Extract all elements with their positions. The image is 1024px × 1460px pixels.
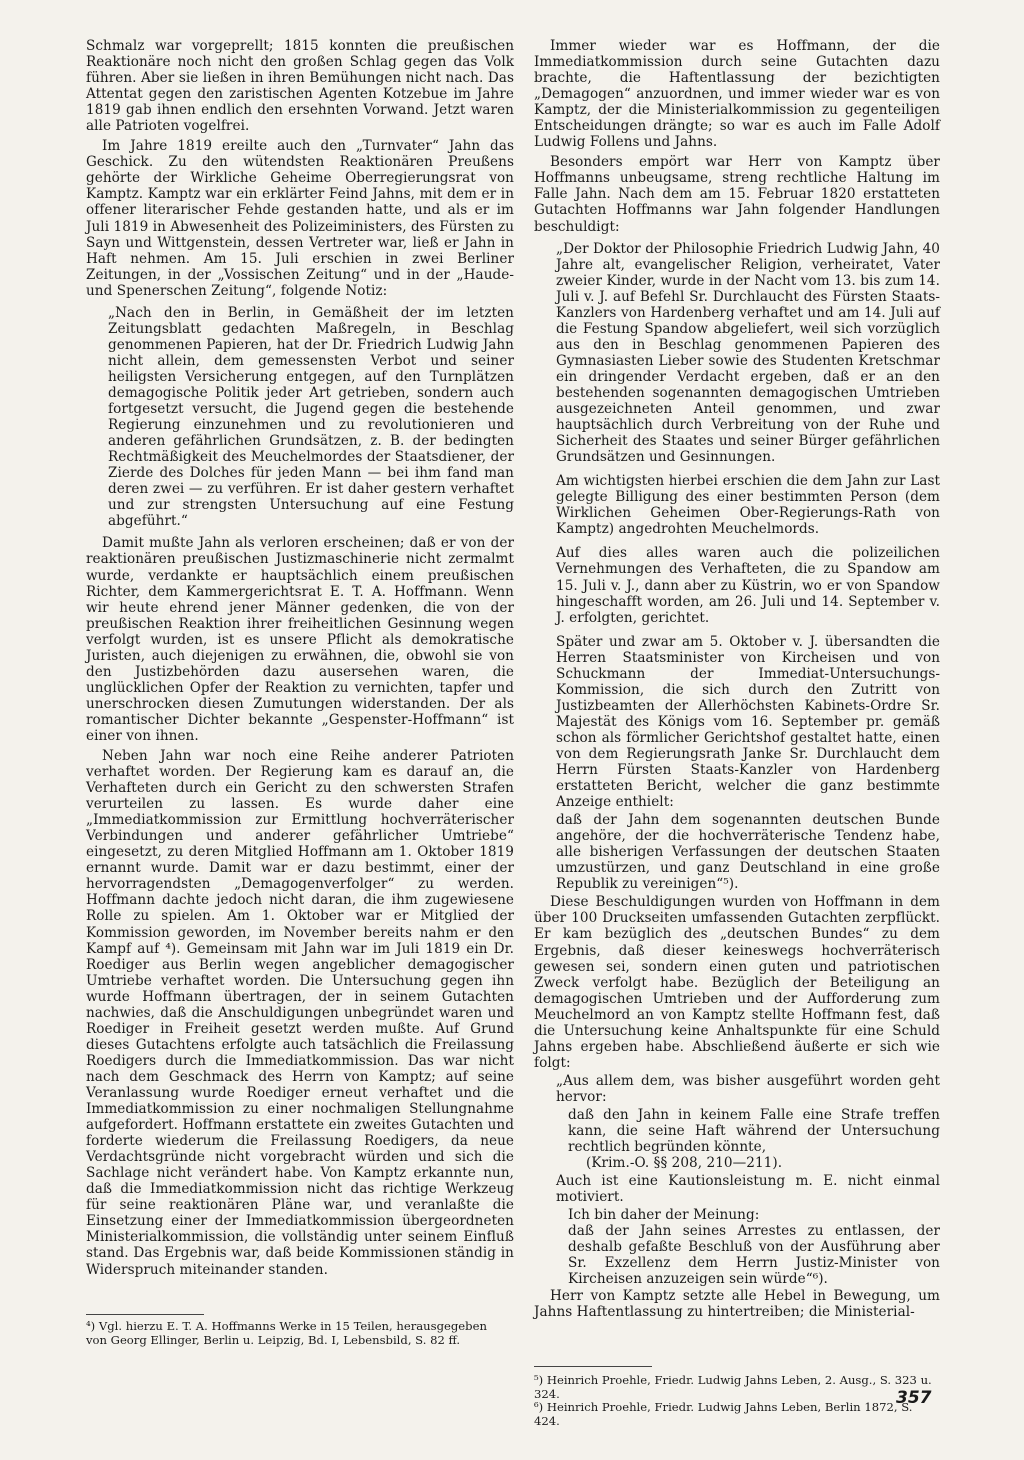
footnote-rule (534, 1366, 652, 1367)
block-quote: daß den Jahn in keinem Falle eine Strafe treffen kann, die seine Haft während der Untersuchung rechtlich begründen könnte, (568, 1107, 940, 1156)
paragraph: Damit mußte Jahn als verloren erscheinen; daß er von der reaktionären preußischen Justizmaschinerie nicht zermalmt wurde, verdankte er hauptsächlich einem preußischen Richter, dem Kammergerichtsrat E. T. A. Hoffmann. Wenn wir heute ehrend jener Männer gedenken, die von der preußischen Reaktion ihrer freiheitlichen Gesinnung wegen verfolgt wurden, ist es unsere Pflicht als demokratische Juristen, auch diejenigen zu erwähnen, die, obwohl sie von den Justizbehörden dazu ausersehen waren, die unglücklichen Opfer der Reaktion zu vernichten, tapfer und unerschrocken diesen Zumutungen widerstanden. Der als romantischer Dichter bekannte „Gespenster-Hoffmann“ ist einer von ihnen. (86, 535, 514, 744)
block-quote: „Der Doktor der Philosophie Friedrich Ludwig Jahn, 40 Jahre alt, evangelischer Religion, verheiratet, Vater zweier Kinder, wurde in der Nacht vom 13. bis zum 14. Juli v. J. auf Befehl Sr. Durchlaucht des Fürsten Staats-Kanzlers von Hardenberg verhaftet und am 14. Juli auf die Festung Spandow abgeliefert, weil sich vorzüglich aus den in Beschlag genommenen Papieren des Gymnasiasten Lieber sowie des Studenten Kretschmar ein dringender Verdacht ergeben, daß er an den bestehenden sogenannten demagogischen Umtrieben ausgezeichneten Anteil genommen, und zwar hauptsächlich durch Verbreitung von der Ruhe und Sicherheit des Staates und seiner Bürger gefährlichen Grundsätzen und Gesinnungen. (556, 240, 940, 466)
paragraph: Diese Beschuldigungen wurden von Hoffmann in dem über 100 Druckseiten umfassenden Gutachten zerpflückt. Er kam bezüglich des „deutschen Bundes“ zu dem Ergebnis, daß dieser keineswegs hochverräterisch gewesen sei, sondern einen guten und patriotischen Zweck verfolgt habe. Bezüglich der Beteiligung an demagogischen Umtrieben und der Aufforderung zum Meuchelmord an von Kamptz stellte Hoffmann fest, daß die Untersuchung keine Anhaltspunkte für eine Schuld Jahns ergeben habe. Abschließend äußerte er sich wie folgt: (534, 894, 940, 1071)
footnotes-right (534, 1374, 940, 1428)
footnote-4: ⁴) Vgl. hierzu E. T. A. Hoffmanns Werke in 15 Teilen, herausgegeben von Georg Ellinger, Berlin u. Leipzig, Bd. I, Lebensbild, S. 82 ff. (86, 1319, 487, 1347)
block-quote: „Nach den in Berlin, in Gemäßheit der im letzten Zeitungsblatt gedachten Maßregeln, in Beschlag genommenen Papieren, hat der Dr. Friedrich Ludwig Jahn nicht allein, dem gemessensten Verbot und seiner heiligsten Versicherung entgegen, auf den Turnplätzen demagogische Politik jeder Art getrieben, sondern auch fortgesetzt versucht, die Jugend gegen die bestehende Regierung einzunehmen und zu revolutionieren und anderen gefährlichen Grundsätzen, z. B. der bedingten Rechtmäßigkeit des Meuchelmordes der Staatsdiener, der Zierde des Dolches für jeden Mann — bei ihm fand man deren zwei — zu verführen. Er ist daher gestern verhaftet und zur strengsten Untersuchung auf eine Festung abgeführt.“ (108, 304, 514, 530)
left-column (86, 38, 514, 1278)
paragraph: Neben Jahn war noch eine Reihe anderer Patrioten verhaftet worden. Der Regierung kam es darauf an, die Verhafteten durch ein Gericht zu den schwersten Strafen verurteilen zu lassen. Es wurde daher eine „Immediatkommission zur Ermittlung hochverräterischer Verbindungen und anderer gefährlicher Umtriebe“ eingesetzt, zu deren Mitglied Hoffmann am 1. Oktober 1819 ernannt wurde. Damit war er dazu bestimmt, einer der hervorragendsten „Demagogenverfolger“ zu werden. Hoffmann dachte jedoch nicht daran, die ihm zugewiesene Rolle zu spielen. Am 1. Oktober war er Mitglied der Kommission geworden, im November bereits nahm er den Kampf auf ⁴). Gemeinsam mit Jahn war im Juli 1819 ein Dr. Roediger aus Berlin wegen angeblicher demagogischer Umtriebe verhaftet worden. Die Untersuchung gegen ihn wurde Hoffmann übertragen, der in seinem Gutachten nachwies, daß die Anschuldigungen unbegründet waren und Roediger in Freiheit gesetzt werden mußte. Auf Grund dieses Gutachtens erfolgte auch tatsächlich die Freilassung Roedigers durch die Immediatkommission. Das war nicht nach dem Geschmack des Herrn von Kamptz; auf seine Veranlassung wurde Roediger erneut verhaftet und die Immediatkommission zu einer nochmaligen Stellungnahme aufgefordert. Hoffmann erstattete ein zweites Gutachten und forderte wiederum die Freilassung Roedigers, da neue Verdachtsgründe nicht vorgebracht würden und sich die Sachlage nicht verändert habe. Von Kamptz erkannte nun, daß die Immediatkommission nicht das richtige Werkzeug für seine reaktionären Pläne war, und veranlaßte die Einsetzung einer der Immediatkommission übergeordneten Ministerialkommission, die vollständig unter seinem Einfluß stand. Das Ergebnis war, daß beide Kommissionen ständig in Widerspruch miteinander standen. (86, 748, 514, 1278)
footnote-rule (86, 1314, 204, 1315)
paragraph: Schmalz war vorgeprellt; 1815 konnten die preußischen Reaktionäre noch nicht den großen Schlag gegen das Volk führen. Aber sie ließen in ihren Bemühungen nicht nach. Das Attentat gegen den zaristischen Agenten Kotzebue im Jahre 1819 gab ihnen endlich den ersehnten Vorwand. Jetzt waren alle Patrioten vogelfrei. (86, 38, 514, 135)
block-quote: daß der Jahn dem sogenannten deutschen Bunde angehöre, der die hochverräterische Tendenz habe, alle bisherigen Verfassungen der deutschen Staaten umzustürzen, und ganz Deutschland in eine große Republik zu vereinigen“⁵). (556, 812, 940, 893)
paragraph: Immer wieder war es Hoffmann, der die Immediatkommission durch seine Gutachten dazu brachte, die Haftentlassung der bezichtigten „Demagogen“ anzuordnen, und immer wieder war es von Kamptz, der die Ministerialkommission zu gegenteiligen Entscheidungen drängte; so war es auch im Falle Adolf Ludwig Follens und Jahns. (534, 38, 940, 151)
paragraph: Herr von Kamptz setzte alle Hebel in Bewegung, um Jahns Haftentlassung zu hintertreiben; die Ministerial- (534, 1287, 940, 1320)
block-quote: Auf dies alles waren auch die polizeilichen Vernehmungen des Verhafteten, die zu Spandow am 15. Juli v. J., dann aber zu Küstrin, wo er von Spandow hingeschafft worden, am 26. Juli und 14. September v. J. erfolgten, gerichtet. (556, 545, 940, 626)
paragraph: Im Jahre 1819 ereilte auch den „Turnvater“ Jahn das Geschick. Zu den wütendsten Reaktionären Preußens gehörte der Wirkliche Geheime Oberregierungsrat von Kamptz. Kamptz war ein erklärter Feind Jahns, mit dem er in offener literarischer Fehde gestanden hatte, und als er im Juli 1819 in Abwesenheit des Polizeiministers, des Fürsten zu Sayn und Wittgenstein, dessen Vertreter war, ließ er Jahn in Haft nehmen. Am 15. Juli erschien in zwei Berliner Zeitungen, in der „Vossischen Zeitung“ und in der „Haude- und Spenerschen Zeitung“, folgende Notiz: (86, 138, 514, 299)
block-quote: Am wichtigsten hierbei erschien die dem Jahn zur Last gelegte Billigung des einer bestimmten Person (dem Wirklichen Geheimen Ober-Regierungs-Rath von Kamptz) angedrohten Meuchelmords. (556, 473, 940, 538)
block-quote: daß der Jahn seines Arrestes zu entlassen, der deshalb gefaßte Beschluß von der Ausführung aber Sr. Exzellenz dem Herrn Justiz-Minister von Kircheisen anzuzeigen sein würde“⁶). (568, 1223, 940, 1288)
page-number: 357 (896, 1388, 932, 1408)
block-quote: Auch ist eine Kautionsleistung m. E. nicht einmal motiviert. (556, 1173, 940, 1206)
footnote-5: ⁵) Heinrich Proehle, Friedr. Ludwig Jahns Leben, 2. Ausg., S. 323 u. 324. (534, 1373, 932, 1401)
block-quote: „Aus allem dem, was bisher ausgeführt worden geht hervor: (556, 1072, 940, 1105)
right-column (534, 38, 940, 1320)
paragraph: Besonders empört war Herr von Kamptz über Hoffmanns unbeugsame, streng rechtliche Haltung im Falle Jahn. Nach dem am 15. Februar 1820 erstatteten Gutachten Hoffmanns war Jahn folgender Handlungen beschuldigt: (534, 154, 940, 235)
block-quote: Ich bin daher der Meinung: (568, 1207, 760, 1224)
block-quote: Später und zwar am 5. Oktober v. J. übersandten die Herren Staatsminister von Kircheisen und von Schuckmann der Immediat-Untersuchungs-Kommission, die sich durch den Zutritt von Justizbeamten der Allerhöchsten Kabinets-Ordre Sr. Majestät des Königs vom 16. September pr. gemäß schon als förmlicher Gerichtshof gestaltet hatte, einen von dem Regierungsrath Janke Sr. Durchlaucht dem Herrn Fürsten Staats-Kanzler von Hardenberg erstatteten Bericht, welcher die ganz bestimmte Anzeige enthielt: (556, 633, 940, 811)
footnote-6: ⁶) Heinrich Proehle, Friedr. Ludwig Jahns Leben, Berlin 1872, S. 424. (534, 1400, 913, 1428)
citation: (Krim.-O. §§ 208, 210—211). (586, 1155, 783, 1172)
